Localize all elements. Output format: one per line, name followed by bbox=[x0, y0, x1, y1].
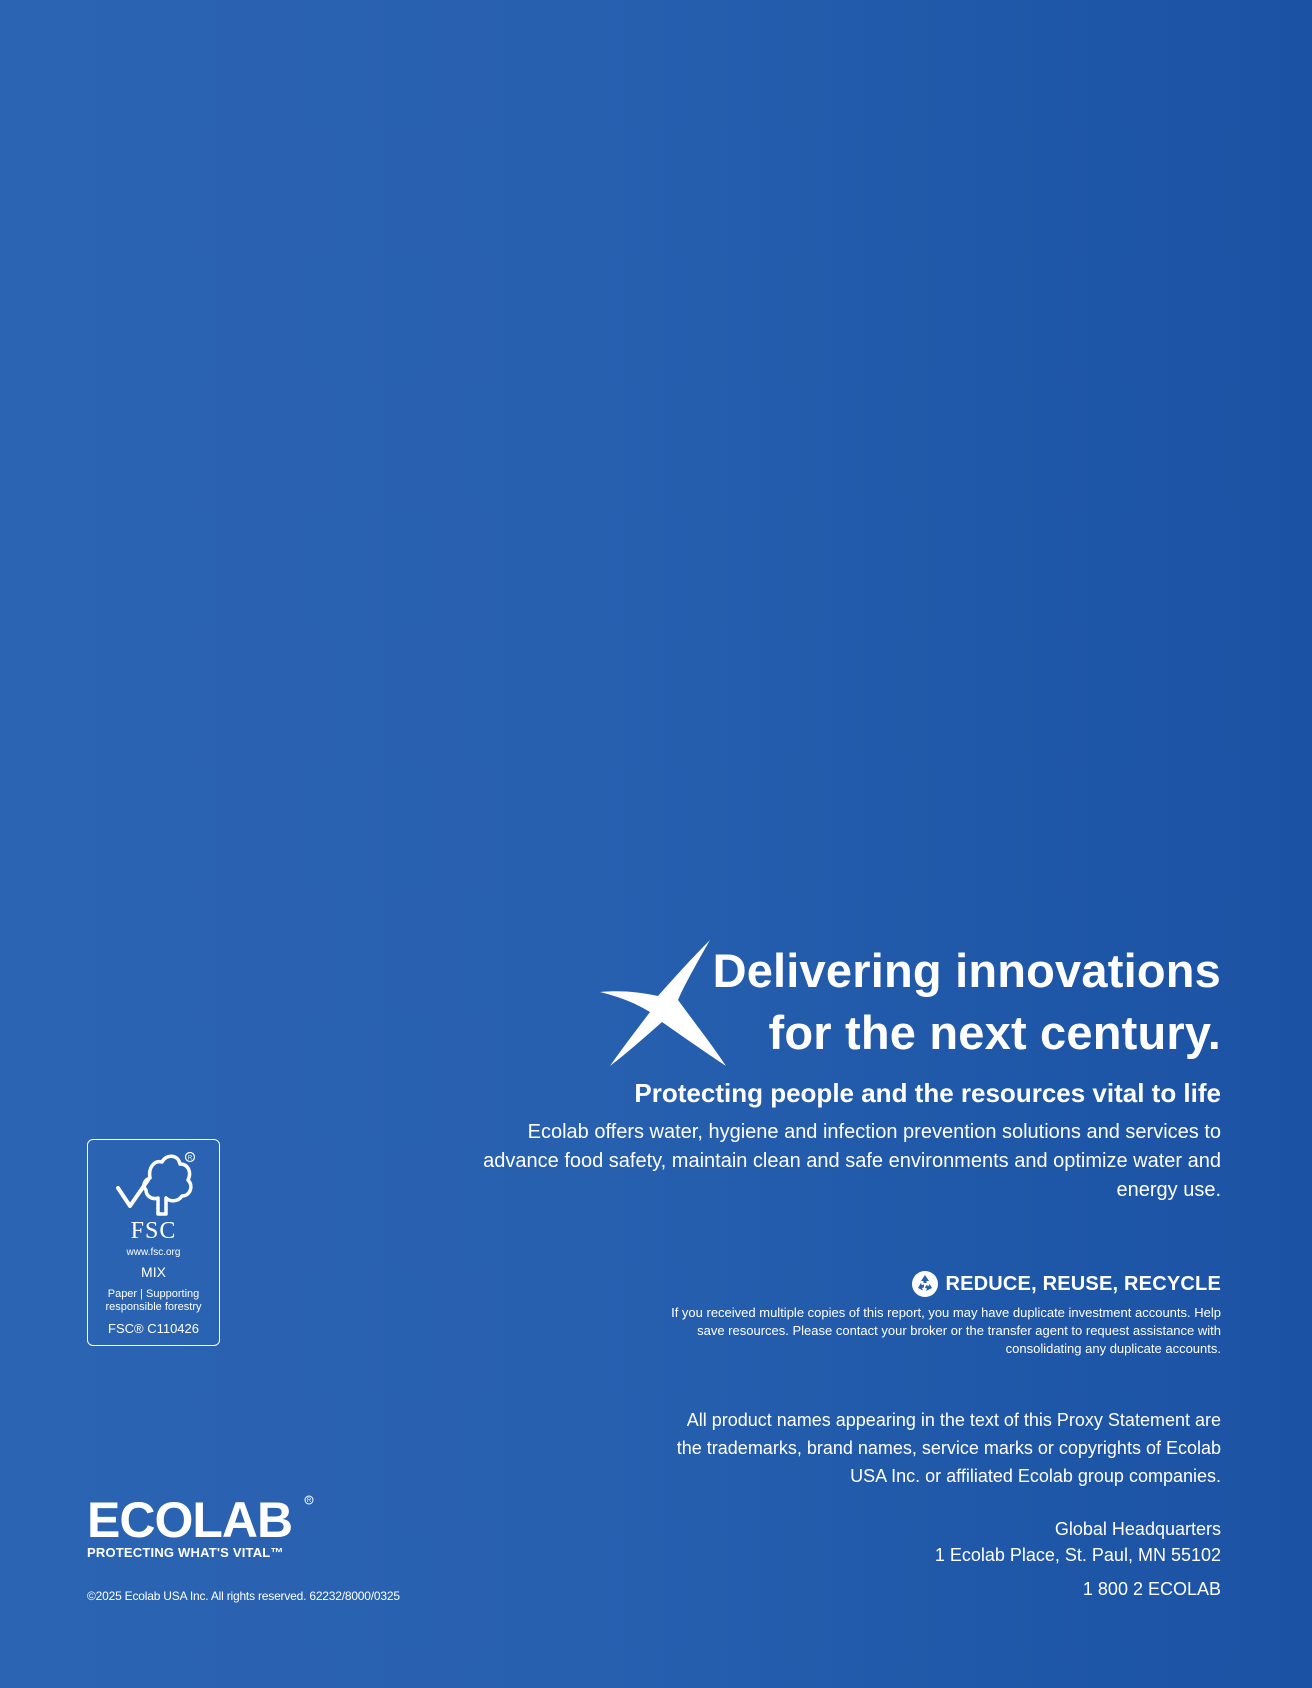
address-label: Global Headquarters bbox=[1054, 1519, 1221, 1539]
fsc-paper-label bbox=[88, 1288, 219, 1314]
headline bbox=[601, 940, 1221, 1064]
subhead: Protecting people and the resources vital to life bbox=[634, 1078, 1221, 1108]
address-phone: 1 800 2 ECOLAB bbox=[1082, 1579, 1221, 1599]
fsc-certification-badge bbox=[87, 1139, 220, 1346]
svg-text:R: R bbox=[306, 1498, 312, 1505]
recycle-title: REDUCE, REUSE, RECYCLE bbox=[945, 1272, 1221, 1295]
fsc-paper-line-2: responsible forestry bbox=[105, 1301, 202, 1313]
recycle-notice bbox=[661, 1270, 1221, 1358]
ecolab-wordmark-logo bbox=[87, 1494, 315, 1542]
ecolab-logo bbox=[87, 1494, 327, 1560]
recycle-title-row bbox=[661, 1270, 1221, 1298]
svg-text:R: R bbox=[187, 1155, 193, 1162]
fsc-tree-check-icon bbox=[114, 1150, 196, 1220]
fsc-paper-line-1: Paper | Supporting bbox=[107, 1288, 200, 1300]
ecolab-wordmark-text: ECOLAB bbox=[87, 1494, 293, 1542]
fsc-url: www.fsc.org bbox=[126, 1247, 181, 1258]
headline-line-1: Delivering innovations bbox=[712, 944, 1221, 997]
fsc-code: FSC® C110426 bbox=[108, 1321, 199, 1336]
headline-line-2: for the next century. bbox=[768, 1006, 1221, 1059]
address-street: 1 Ecolab Place, St. Paul, MN 55102 bbox=[934, 1545, 1221, 1565]
fsc-name: FSC bbox=[130, 1218, 177, 1244]
address-block bbox=[721, 1516, 1221, 1602]
trademark-notice: All product names appearing in the text of this Proxy Statement are the trademarks, brand names, service marks or copyrights of Ecolab USA Inc. or affiliated Ecolab group companies. bbox=[676, 1410, 1221, 1486]
copyright: ©2025 Ecolab USA Inc. All rights reserved. 62232/8000/0325 bbox=[87, 1589, 400, 1603]
fsc-mix: MIX bbox=[141, 1264, 166, 1280]
description: Ecolab offers water, hygiene and infection prevention solutions and services to advance food safety, maintain clean and safe environments and optimize water and energy use. bbox=[483, 1121, 1221, 1201]
recycle-icon bbox=[911, 1270, 939, 1298]
ecolab-tagline: PROTECTING WHAT'S VITAL™ bbox=[87, 1545, 284, 1560]
recycle-text: If you received multiple copies of this report, you may have duplicate investment accounts. Help save resources. Please contact your broker or the transfer agent to request assistance with consolidating any duplicate accounts. bbox=[671, 1305, 1221, 1356]
